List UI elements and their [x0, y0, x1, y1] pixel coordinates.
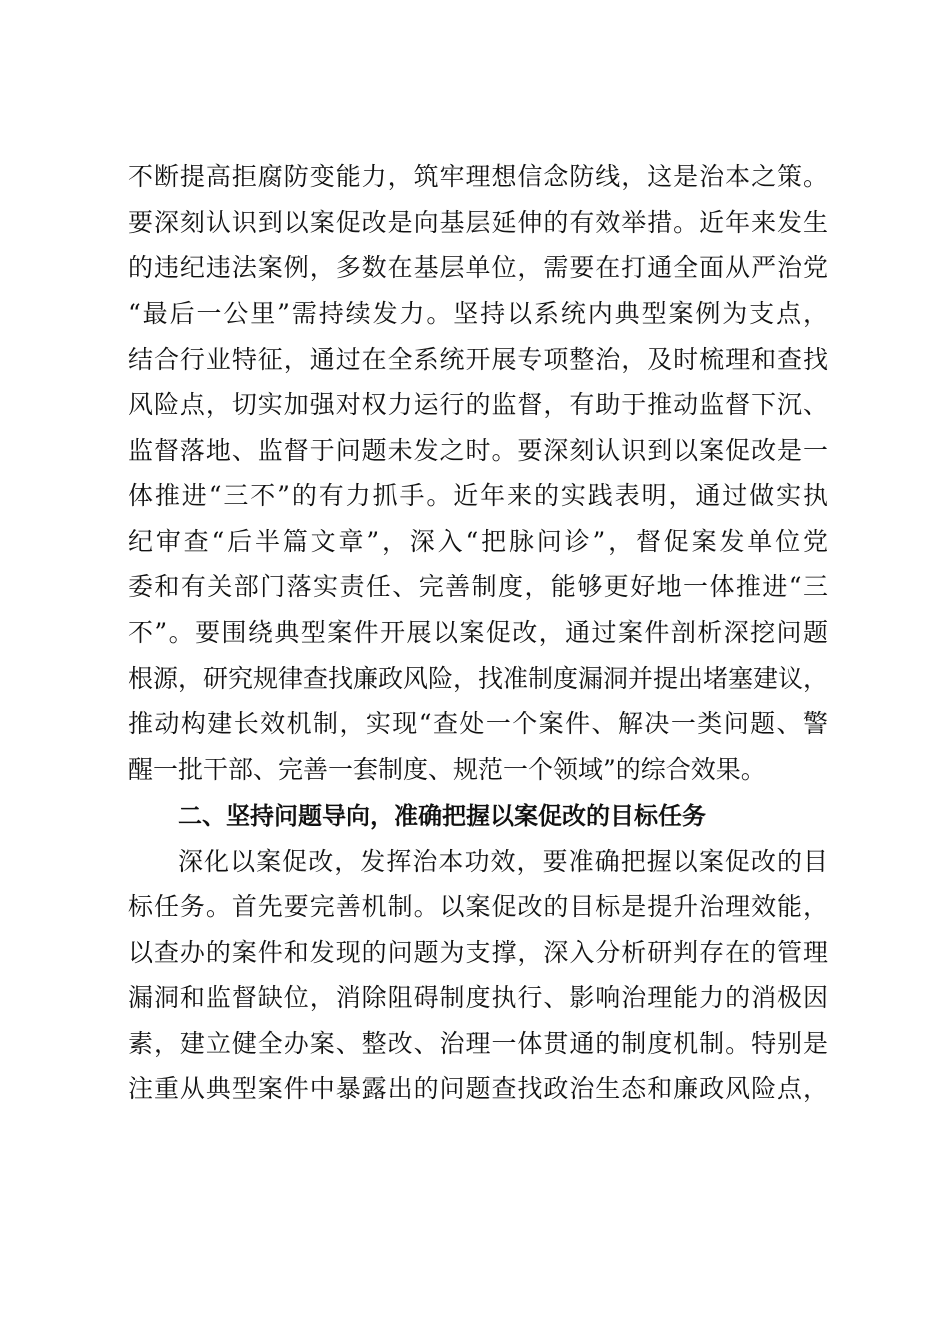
paragraph-1-line-6: 风险点，切实加强对权力运行的监督，有助于推动监督下沉、 — [128, 390, 828, 419]
paragraph-2-line-1: 深化以案促改，发挥治本功效，要准确把握以案促改的目 — [178, 847, 828, 876]
paragraph-1-line-13: 推动构建长效机制，实现“查处一个案件、解决一类问题、警 — [128, 709, 828, 738]
paragraph-2-line-3: 以查办的案件和发现的问题为支撑，深入分析研判存在的管理 — [128, 938, 828, 967]
paragraph-1-line-12: 根源，研究规律查找廉政风险，找准制度漏洞并提出堵塞建议， — [128, 664, 829, 693]
paragraph-2-line-4: 漏洞和监督缺位，消除阻碍制度执行、影响治理能力的消极因 — [128, 983, 828, 1012]
paragraph-1-line-8: 体推进“三不”的有力抓手。近年来的实践表明，通过做实执 — [128, 481, 828, 510]
paragraph-1-line-2: 要深刻认识到以案促改是向基层延伸的有效举措。近年来发生 — [128, 208, 828, 237]
paragraph-1-line-10: 委和有关部门落实责任、完善制度，能够更好地一体推进“三 — [128, 572, 828, 601]
paragraph-1-line-5: 结合行业特征，通过在全系统开展专项整治，及时梳理和查找 — [128, 345, 828, 374]
paragraph-1-line-1: 不断提高拒腐防变能力，筑牢理想信念防线，这是治本之策。 — [128, 162, 828, 191]
paragraph-2-line-5: 素，建立健全办案、整改、治理一体贯通的制度机制。特别是 — [128, 1029, 828, 1058]
paragraph-1-line-9: 纪审查“后半篇文章”，深入“把脉问诊”，督促案发单位党 — [128, 527, 828, 556]
paragraph-1-line-7: 监督落地、监督于问题未发之时。要深刻认识到以案促改是一 — [128, 436, 828, 465]
paragraph-1-line-14: 醒一批干部、完善一套制度、规范一个领域”的综合效果。 — [128, 755, 766, 784]
paragraph-2-line-2: 标任务。首先要完善机制。以案促改的目标是提升治理效能， — [128, 892, 828, 921]
paragraph-1-line-3: 的违纪违法案例，多数在基层单位，需要在打通全面从严治党 — [128, 253, 828, 282]
paragraph-2-line-6: 注重从典型案件中暴露出的问题查找政治生态和廉政风险点， — [128, 1074, 828, 1103]
paragraph-1-line-11: 不”。要围绕典型案件开展以案促改，通过案件剖析深挖问题 — [128, 618, 828, 647]
section-heading: 二、坚持问题导向，准确把握以案促改的目标任务 — [178, 802, 706, 830]
paragraph-1-line-4: “最后一公里”需持续发力。坚持以系统内典型案例为支点， — [128, 299, 828, 328]
